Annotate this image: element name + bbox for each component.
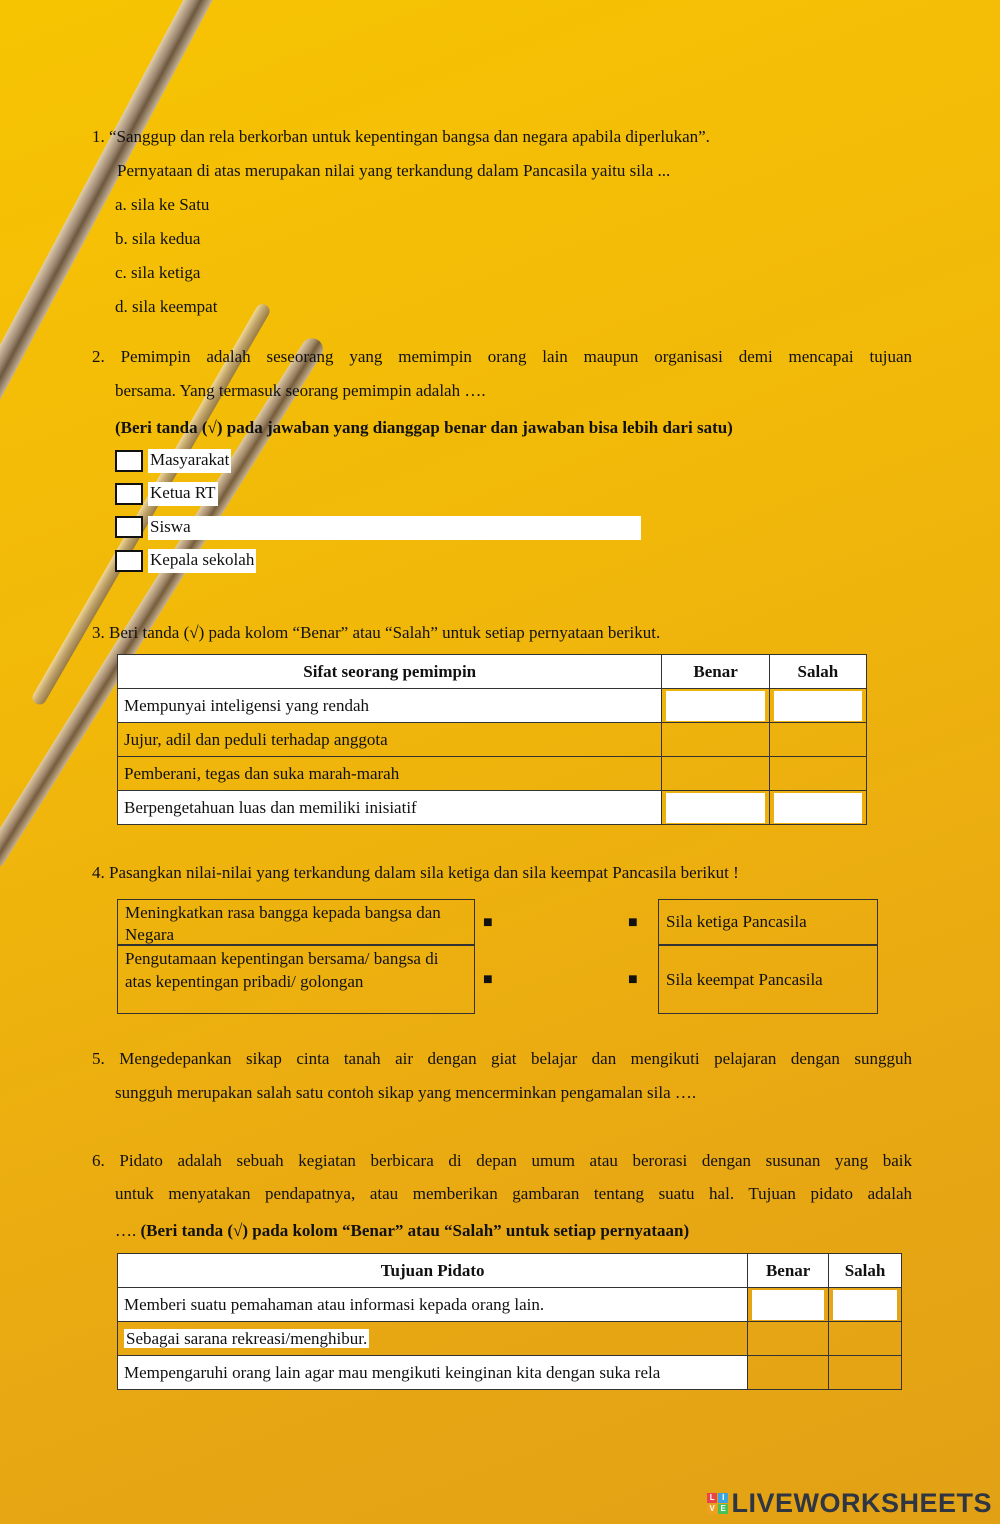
answer-benar-2[interactable] — [662, 723, 769, 757]
answer-benar-1[interactable] — [662, 689, 769, 723]
answer-salah-4[interactable] — [769, 791, 866, 825]
choice-label: Ketua RT — [148, 482, 218, 506]
table-cell: Mempengaruhi orang lain agar mau mengikuti keinginan kita dengan suka rela — [118, 1356, 748, 1390]
table-header: Benar — [662, 655, 769, 689]
match-dot[interactable]: ■ — [483, 914, 493, 931]
q3-text: 3. Beri tanda (√) pada kolom “Benar” atau “Salah” untuk setiap pernyataan berikut. — [92, 623, 661, 642]
table-header: Tujuan Pidato — [118, 1254, 748, 1288]
q5-text: 5. Mengedepankan sikap cinta tanah air dengan giat belajar dan mengikuti pelajaran dengan sungguh — [92, 1049, 912, 1068]
match-left-item: Meningkatkan rasa bangga kepada bangsa dan Negara — [117, 899, 475, 945]
table-header: Salah — [829, 1254, 902, 1288]
table-cell: Berpengetahuan luas dan memiliki inisiatif — [118, 791, 662, 825]
pencil-decoration — [0, 0, 227, 432]
q3-table — [117, 654, 867, 825]
checkbox-masyarakat[interactable] — [115, 450, 143, 472]
answer-benar-3[interactable] — [662, 757, 769, 791]
match-right-item: Sila ketiga Pancasila — [658, 899, 878, 945]
q6-instruction: (Beri tanda (√) pada kolom “Benar” atau “Salah” untuk setiap pernyataan) — [140, 1221, 690, 1240]
answer-salah-1[interactable] — [829, 1288, 902, 1322]
choice-label: Siswa — [148, 516, 641, 540]
checkbox-kepala-sekolah[interactable] — [115, 550, 143, 572]
checkbox-ketua-rt[interactable] — [115, 483, 143, 505]
table-cell: Jujur, adil dan peduli terhadap anggota — [118, 723, 662, 757]
q1-text: 1. “Sanggup dan rela berkorban untuk kepentingan bangsa dan negara apabila diperlukan”. — [92, 127, 710, 146]
q1-stem: Pernyataan di atas merupakan nilai yang terkandung dalam Pancasila yaitu sila ... — [117, 161, 671, 180]
q1-option: c. sila ketiga — [115, 263, 201, 282]
table-header: Salah — [769, 655, 866, 689]
checkbox-siswa[interactable] — [115, 516, 143, 538]
match-dot[interactable]: ■ — [628, 914, 638, 931]
match-dot[interactable]: ■ — [483, 971, 493, 988]
q2-text-cont: bersama. Yang termasuk seorang pemimpin adalah …. — [115, 381, 486, 400]
q5-text-cont: sungguh merupakan salah satu contoh sikap yang mencerminkan pengamalan sila …. — [115, 1083, 697, 1102]
q6-ellipsis: …. — [115, 1221, 137, 1240]
choice-label: Kepala sekolah — [148, 549, 256, 573]
answer-salah-2[interactable] — [769, 723, 866, 757]
answer-benar-4[interactable] — [662, 791, 769, 825]
q1-option: a. sila ke Satu — [115, 195, 210, 214]
q1-option: d. sila keempat — [115, 297, 218, 316]
answer-benar-2[interactable] — [748, 1322, 829, 1356]
table-cell: Mempunyai inteligensi yang rendah — [118, 689, 662, 723]
table-cell: Pemberani, tegas dan suka marah-marah — [118, 757, 662, 791]
answer-benar-3[interactable] — [748, 1356, 829, 1390]
table-header: Sifat seorang pemimpin — [118, 655, 662, 689]
q2-instruction: (Beri tanda (√) pada jawaban yang dianggap benar dan jawaban bisa lebih dari satu) — [115, 418, 733, 437]
q6-table — [117, 1253, 902, 1390]
match-dot[interactable]: ■ — [628, 971, 638, 988]
logo-text: LIVEWORKSHEETS — [731, 1487, 992, 1518]
answer-salah-1[interactable] — [769, 689, 866, 723]
table-header: Benar — [748, 1254, 829, 1288]
table-cell: Memberi suatu pemahaman atau informasi kepada orang lain. — [118, 1288, 748, 1322]
table-cell — [118, 1322, 748, 1356]
answer-salah-2[interactable] — [829, 1322, 902, 1356]
logo-mark-icon: L I V E — [707, 1493, 728, 1514]
match-right-item: Sila keempat Pancasila — [658, 945, 878, 1014]
choice-label: Masyarakat — [148, 449, 231, 473]
row-text: Sebagai sarana rekreasi/menghibur. — [126, 1328, 368, 1348]
q1-option: b. sila kedua — [115, 229, 201, 248]
answer-benar-1[interactable] — [748, 1288, 829, 1322]
answer-salah-3[interactable] — [769, 757, 866, 791]
liveworksheets-logo[interactable] — [707, 1488, 992, 1518]
q6-text-cont: untuk menyatakan pendapatnya, atau memberikan gambaran tentang suatu hal. Tujuan pidato adalah — [115, 1184, 912, 1203]
answer-salah-3[interactable] — [829, 1356, 902, 1390]
q2-text: 2. Pemimpin adalah seseorang yang memimpin orang lain maupun organisasi demi mencapai tujuan — [92, 347, 912, 366]
match-left-item: Pengutamaan kepentingan bersama/ bangsa di atas kepentingan pribadi/ golongan — [117, 945, 475, 1014]
q4-text: 4. Pasangkan nilai-nilai yang terkandung dalam sila ketiga dan sila keempat Pancasila berikut ! — [92, 863, 739, 882]
q6-text: 6. Pidato adalah sebuah kegiatan berbicara di depan umum atau berorasi dengan susunan yang baik — [92, 1151, 912, 1170]
